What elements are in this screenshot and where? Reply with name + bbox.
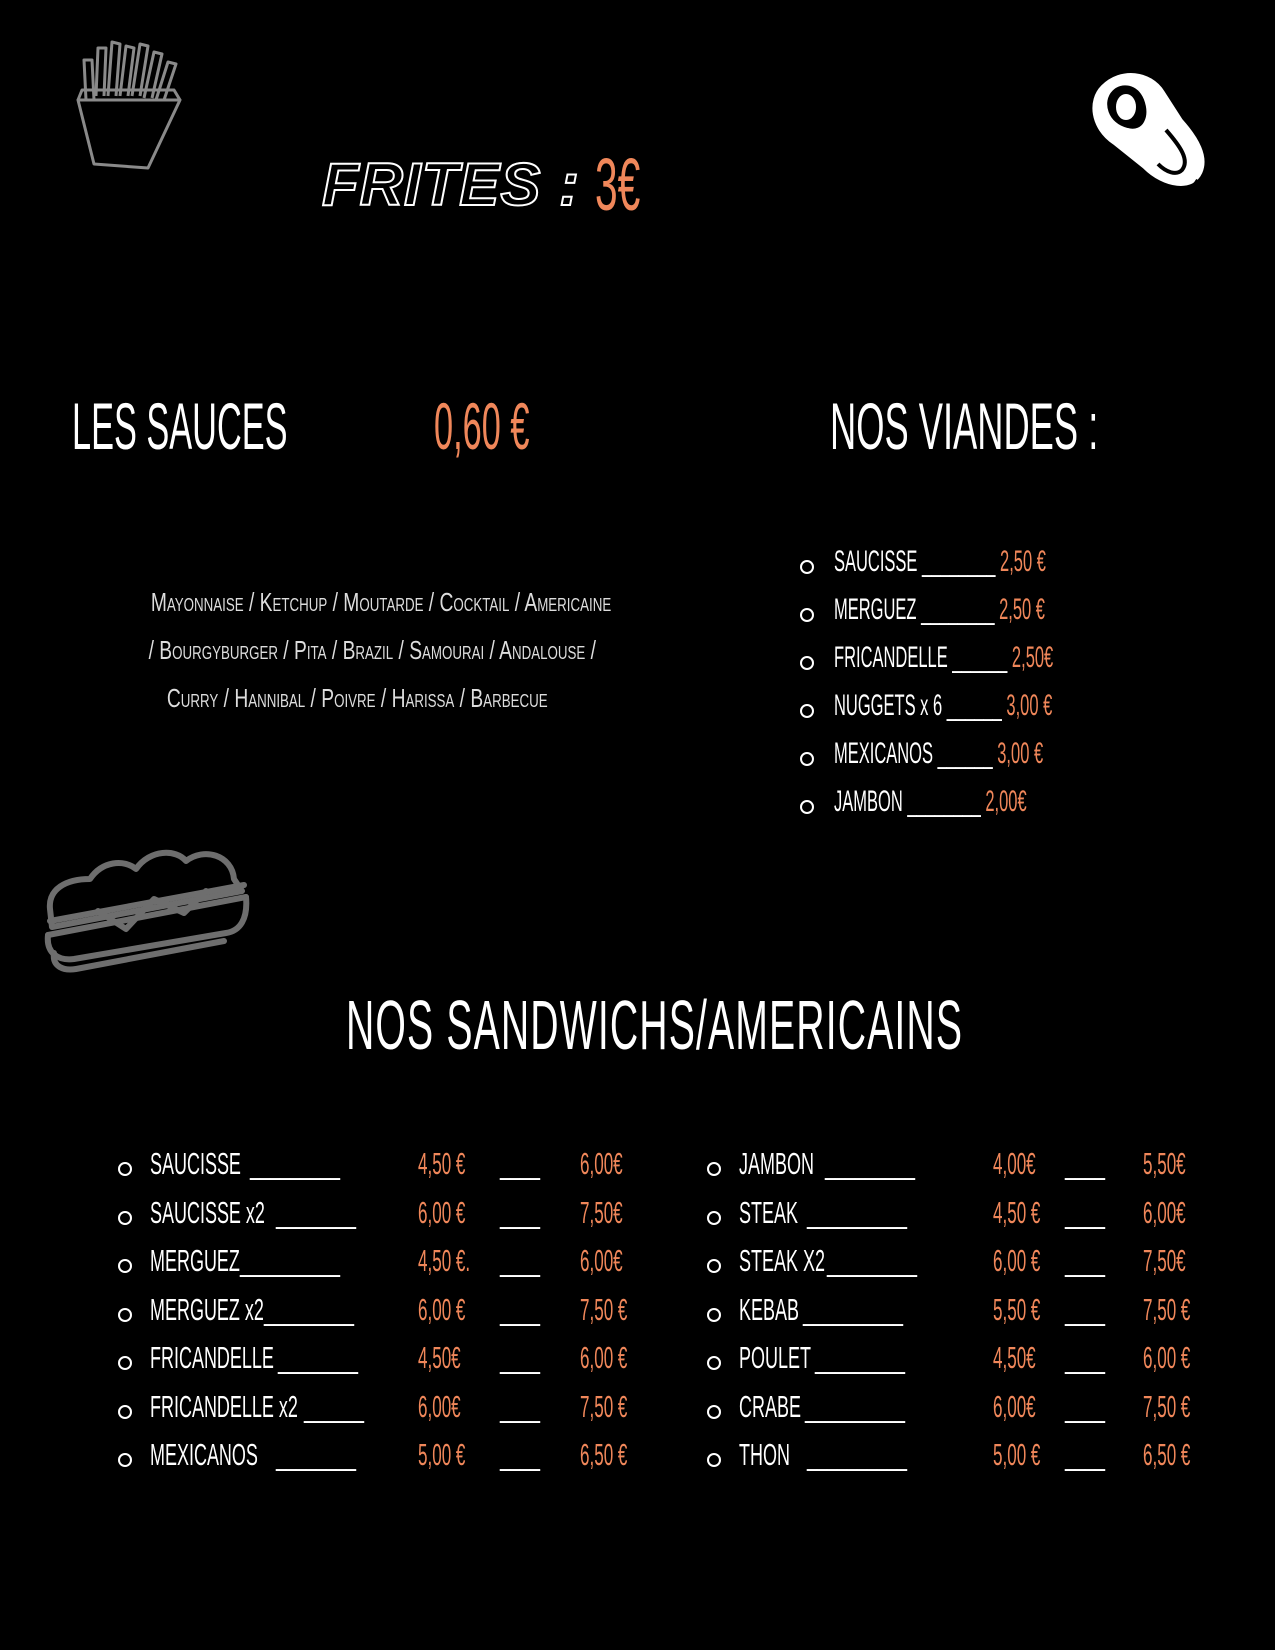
bullet-icon bbox=[118, 1211, 132, 1225]
sauces-title: LES SAUCES bbox=[72, 389, 288, 463]
bullet-icon bbox=[118, 1308, 132, 1322]
sandwich-dashes: _________ bbox=[250, 1146, 340, 1181]
bullet-icon bbox=[707, 1405, 721, 1419]
sandwich-price-2: 7,50€ bbox=[1143, 1243, 1186, 1278]
bullet-icon bbox=[707, 1453, 721, 1467]
sandwich-price-2: 6,50 € bbox=[1143, 1437, 1191, 1472]
viande-price: 2,00€ bbox=[985, 785, 1027, 818]
sandwich-dashes-2: ____ bbox=[1065, 1291, 1106, 1327]
bullet-icon bbox=[800, 608, 814, 622]
viande-dashes: ________ bbox=[921, 593, 995, 626]
viande-item-text bbox=[834, 737, 1043, 771]
frites-label: FRITES : bbox=[322, 151, 580, 218]
sauces-line bbox=[70, 578, 645, 626]
frites-price: 3€ bbox=[595, 143, 641, 226]
bullet-icon bbox=[707, 1162, 721, 1176]
sandwich-price-2: 7,50 € bbox=[1143, 1388, 1191, 1424]
sandwich-dashes: _________ bbox=[264, 1291, 354, 1327]
sandwich-price-2: 6,50 € bbox=[580, 1437, 628, 1472]
sandwich-name: THON bbox=[739, 1437, 790, 1472]
sandwich-dashes-2: ____ bbox=[1065, 1243, 1106, 1278]
viande-dashes: ______ bbox=[952, 641, 1008, 674]
viande-dashes: ________ bbox=[922, 545, 996, 578]
viande-item-text bbox=[834, 545, 1046, 579]
sandwich-price-2: 7,50 € bbox=[580, 1388, 628, 1424]
sandwich-dashes-2: ____ bbox=[1065, 1340, 1106, 1375]
sandwich-name: CRABE bbox=[739, 1388, 801, 1424]
sandwich-dashes: ________ bbox=[276, 1194, 357, 1230]
sandwich-dashes: _________ bbox=[815, 1340, 905, 1375]
bullet-icon bbox=[707, 1211, 721, 1225]
bullet-icon bbox=[800, 752, 814, 766]
sandwich-icon bbox=[44, 843, 252, 973]
sandwich-price-1: 5,00 € bbox=[418, 1437, 466, 1472]
sandwich-price-2: 6,00€ bbox=[1143, 1194, 1186, 1230]
bullet-icon bbox=[118, 1162, 132, 1176]
fries-icon bbox=[74, 38, 186, 172]
sandwich-dashes-2: ____ bbox=[1065, 1388, 1106, 1424]
viande-price: 2,50 € bbox=[999, 593, 1045, 626]
viande-name: NUGGETS x 6 bbox=[834, 689, 943, 722]
viande-price: 3,00 € bbox=[1006, 689, 1053, 722]
bullet-icon bbox=[707, 1356, 721, 1370]
bullet-icon bbox=[118, 1259, 132, 1273]
bullet-icon bbox=[707, 1259, 721, 1273]
sandwich-name: FRICANDELLE bbox=[150, 1340, 274, 1375]
sandwich-name: STEAK bbox=[739, 1194, 798, 1230]
bullet-icon bbox=[800, 800, 814, 814]
sandwich-name: POULET bbox=[739, 1340, 811, 1375]
sandwich-dashes-2: ____ bbox=[1065, 1146, 1106, 1181]
viande-price: 3,00 € bbox=[997, 737, 1044, 770]
sandwich-dashes-2: ____ bbox=[1065, 1194, 1106, 1230]
sandwich-name: JAMBON bbox=[739, 1146, 814, 1181]
sandwich-name: STEAK X2 bbox=[739, 1243, 825, 1278]
sandwich-name: MEXICANOS bbox=[150, 1437, 258, 1472]
bullet-icon bbox=[118, 1356, 132, 1370]
sandwich-dashes: __________ bbox=[807, 1437, 908, 1472]
sandwich-price-2: 5,50€ bbox=[1143, 1146, 1186, 1181]
sandwich-dashes: _________ bbox=[825, 1146, 915, 1181]
viande-name: SAUCISSE bbox=[834, 545, 918, 578]
sandwich-name: SAUCISSE x2 bbox=[150, 1194, 265, 1230]
viande-item-text bbox=[834, 593, 1045, 627]
sandwich-price-1: 5,00 € bbox=[993, 1437, 1041, 1472]
viande-dashes: ______ bbox=[946, 689, 1002, 722]
sandwich-dashes-2: ____ bbox=[500, 1437, 541, 1472]
sandwich-dashes: _________ bbox=[827, 1243, 917, 1278]
sandwich-price-2: 6,00€ bbox=[580, 1243, 623, 1278]
sandwich-dashes: __________ bbox=[807, 1194, 908, 1230]
sandwich-dashes: __________ bbox=[240, 1243, 341, 1278]
sandwich-price-2: 7,50€ bbox=[580, 1194, 623, 1230]
bullet-icon bbox=[707, 1308, 721, 1322]
viande-dashes: ______ bbox=[937, 737, 993, 770]
bullet-icon bbox=[118, 1405, 132, 1419]
viande-dashes: ________ bbox=[907, 785, 981, 818]
viande-name: MERGUEZ bbox=[834, 593, 917, 626]
sandwich-dashes-2: ____ bbox=[1065, 1437, 1106, 1472]
sauces-line-text: Mayonnaise / Ketchup / Moutarde / Cocktail / Americaine bbox=[150, 587, 612, 617]
viande-name: FRICANDELLE bbox=[834, 641, 948, 674]
sandwich-dashes: ________ bbox=[278, 1340, 359, 1375]
viande-name: MEXICANOS bbox=[834, 737, 934, 770]
sandwich-price-2: 7,50 € bbox=[1143, 1291, 1191, 1327]
steak-icon bbox=[1082, 60, 1212, 200]
sauces-price: 0,60 € bbox=[434, 389, 530, 463]
sandwich-dashes-2: ____ bbox=[500, 1194, 541, 1230]
viande-item-text bbox=[834, 785, 1027, 819]
sandwich-price-2: 6,00 € bbox=[580, 1340, 628, 1375]
bullet-icon bbox=[800, 704, 814, 718]
sandwich-dashes-2: ____ bbox=[500, 1388, 541, 1424]
sandwich-dashes-2: ____ bbox=[500, 1291, 541, 1327]
sandwichs-title: NOS SANDWICHS/AMERICAINS bbox=[346, 986, 964, 1064]
sauces-line-text: / Bourgyburger / Pita / Brazil / Samourai / Andalouse / bbox=[148, 635, 596, 665]
sandwich-price-1: 4,50€ bbox=[418, 1340, 461, 1375]
sauces-list bbox=[70, 578, 645, 722]
sauces-line bbox=[70, 626, 645, 674]
viandes-title: NOS VIANDES : bbox=[830, 389, 1099, 463]
sandwich-dashes-2: ____ bbox=[500, 1243, 541, 1278]
bullet-icon bbox=[800, 560, 814, 574]
sandwich-price-2: 6,00€ bbox=[580, 1146, 623, 1181]
bullet-icon bbox=[118, 1453, 132, 1467]
viande-item-text bbox=[834, 641, 1053, 675]
sandwich-price-1: 6,00 € bbox=[418, 1291, 466, 1327]
sandwich-price-1: 6,00€ bbox=[418, 1388, 461, 1424]
sandwich-price-1: 4,00€ bbox=[993, 1146, 1036, 1181]
viande-price: 2,50 € bbox=[1000, 545, 1046, 578]
sandwich-dashes: ________ bbox=[276, 1437, 357, 1472]
sandwich-name: FRICANDELLE x2 bbox=[150, 1388, 298, 1424]
sandwich-price-2: 6,00 € bbox=[1143, 1340, 1191, 1375]
sandwich-price-1: 4,50 €. bbox=[418, 1243, 471, 1278]
sandwich-name: MERGUEZ x2 bbox=[150, 1291, 264, 1327]
viande-item-text bbox=[834, 689, 1052, 723]
sandwich-dashes: ______ bbox=[304, 1388, 365, 1424]
sandwich-name: KEBAB bbox=[739, 1291, 799, 1327]
sandwich-price-1: 4,50€ bbox=[993, 1340, 1036, 1375]
sandwich-price-1: 4,50 € bbox=[993, 1194, 1041, 1230]
sauces-line-text: Curry / Hannibal / Poivre / Harissa / Barbecue bbox=[167, 683, 548, 713]
viande-name: JAMBON bbox=[834, 785, 903, 818]
sandwich-dashes: __________ bbox=[805, 1388, 906, 1424]
sandwich-dashes-2: ____ bbox=[500, 1146, 541, 1181]
viande-price: 2,50€ bbox=[1011, 641, 1054, 674]
sandwich-dashes-2: ____ bbox=[500, 1340, 541, 1375]
bullet-icon bbox=[800, 656, 814, 670]
sandwich-price-1: 5,50 € bbox=[993, 1291, 1041, 1327]
sandwich-price-1: 6,00 € bbox=[993, 1243, 1041, 1278]
sandwich-name: SAUCISSE bbox=[150, 1146, 241, 1181]
sandwich-dashes: __________ bbox=[803, 1291, 904, 1327]
sandwich-price-1: 6,00 € bbox=[418, 1194, 466, 1230]
sandwich-price-1: 4,50 € bbox=[418, 1146, 466, 1181]
sandwich-price-1: 6,00€ bbox=[993, 1388, 1036, 1424]
sandwich-name: MERGUEZ bbox=[150, 1243, 240, 1278]
sandwich-price-2: 7,50 € bbox=[580, 1291, 628, 1327]
sauces-line bbox=[70, 674, 645, 722]
